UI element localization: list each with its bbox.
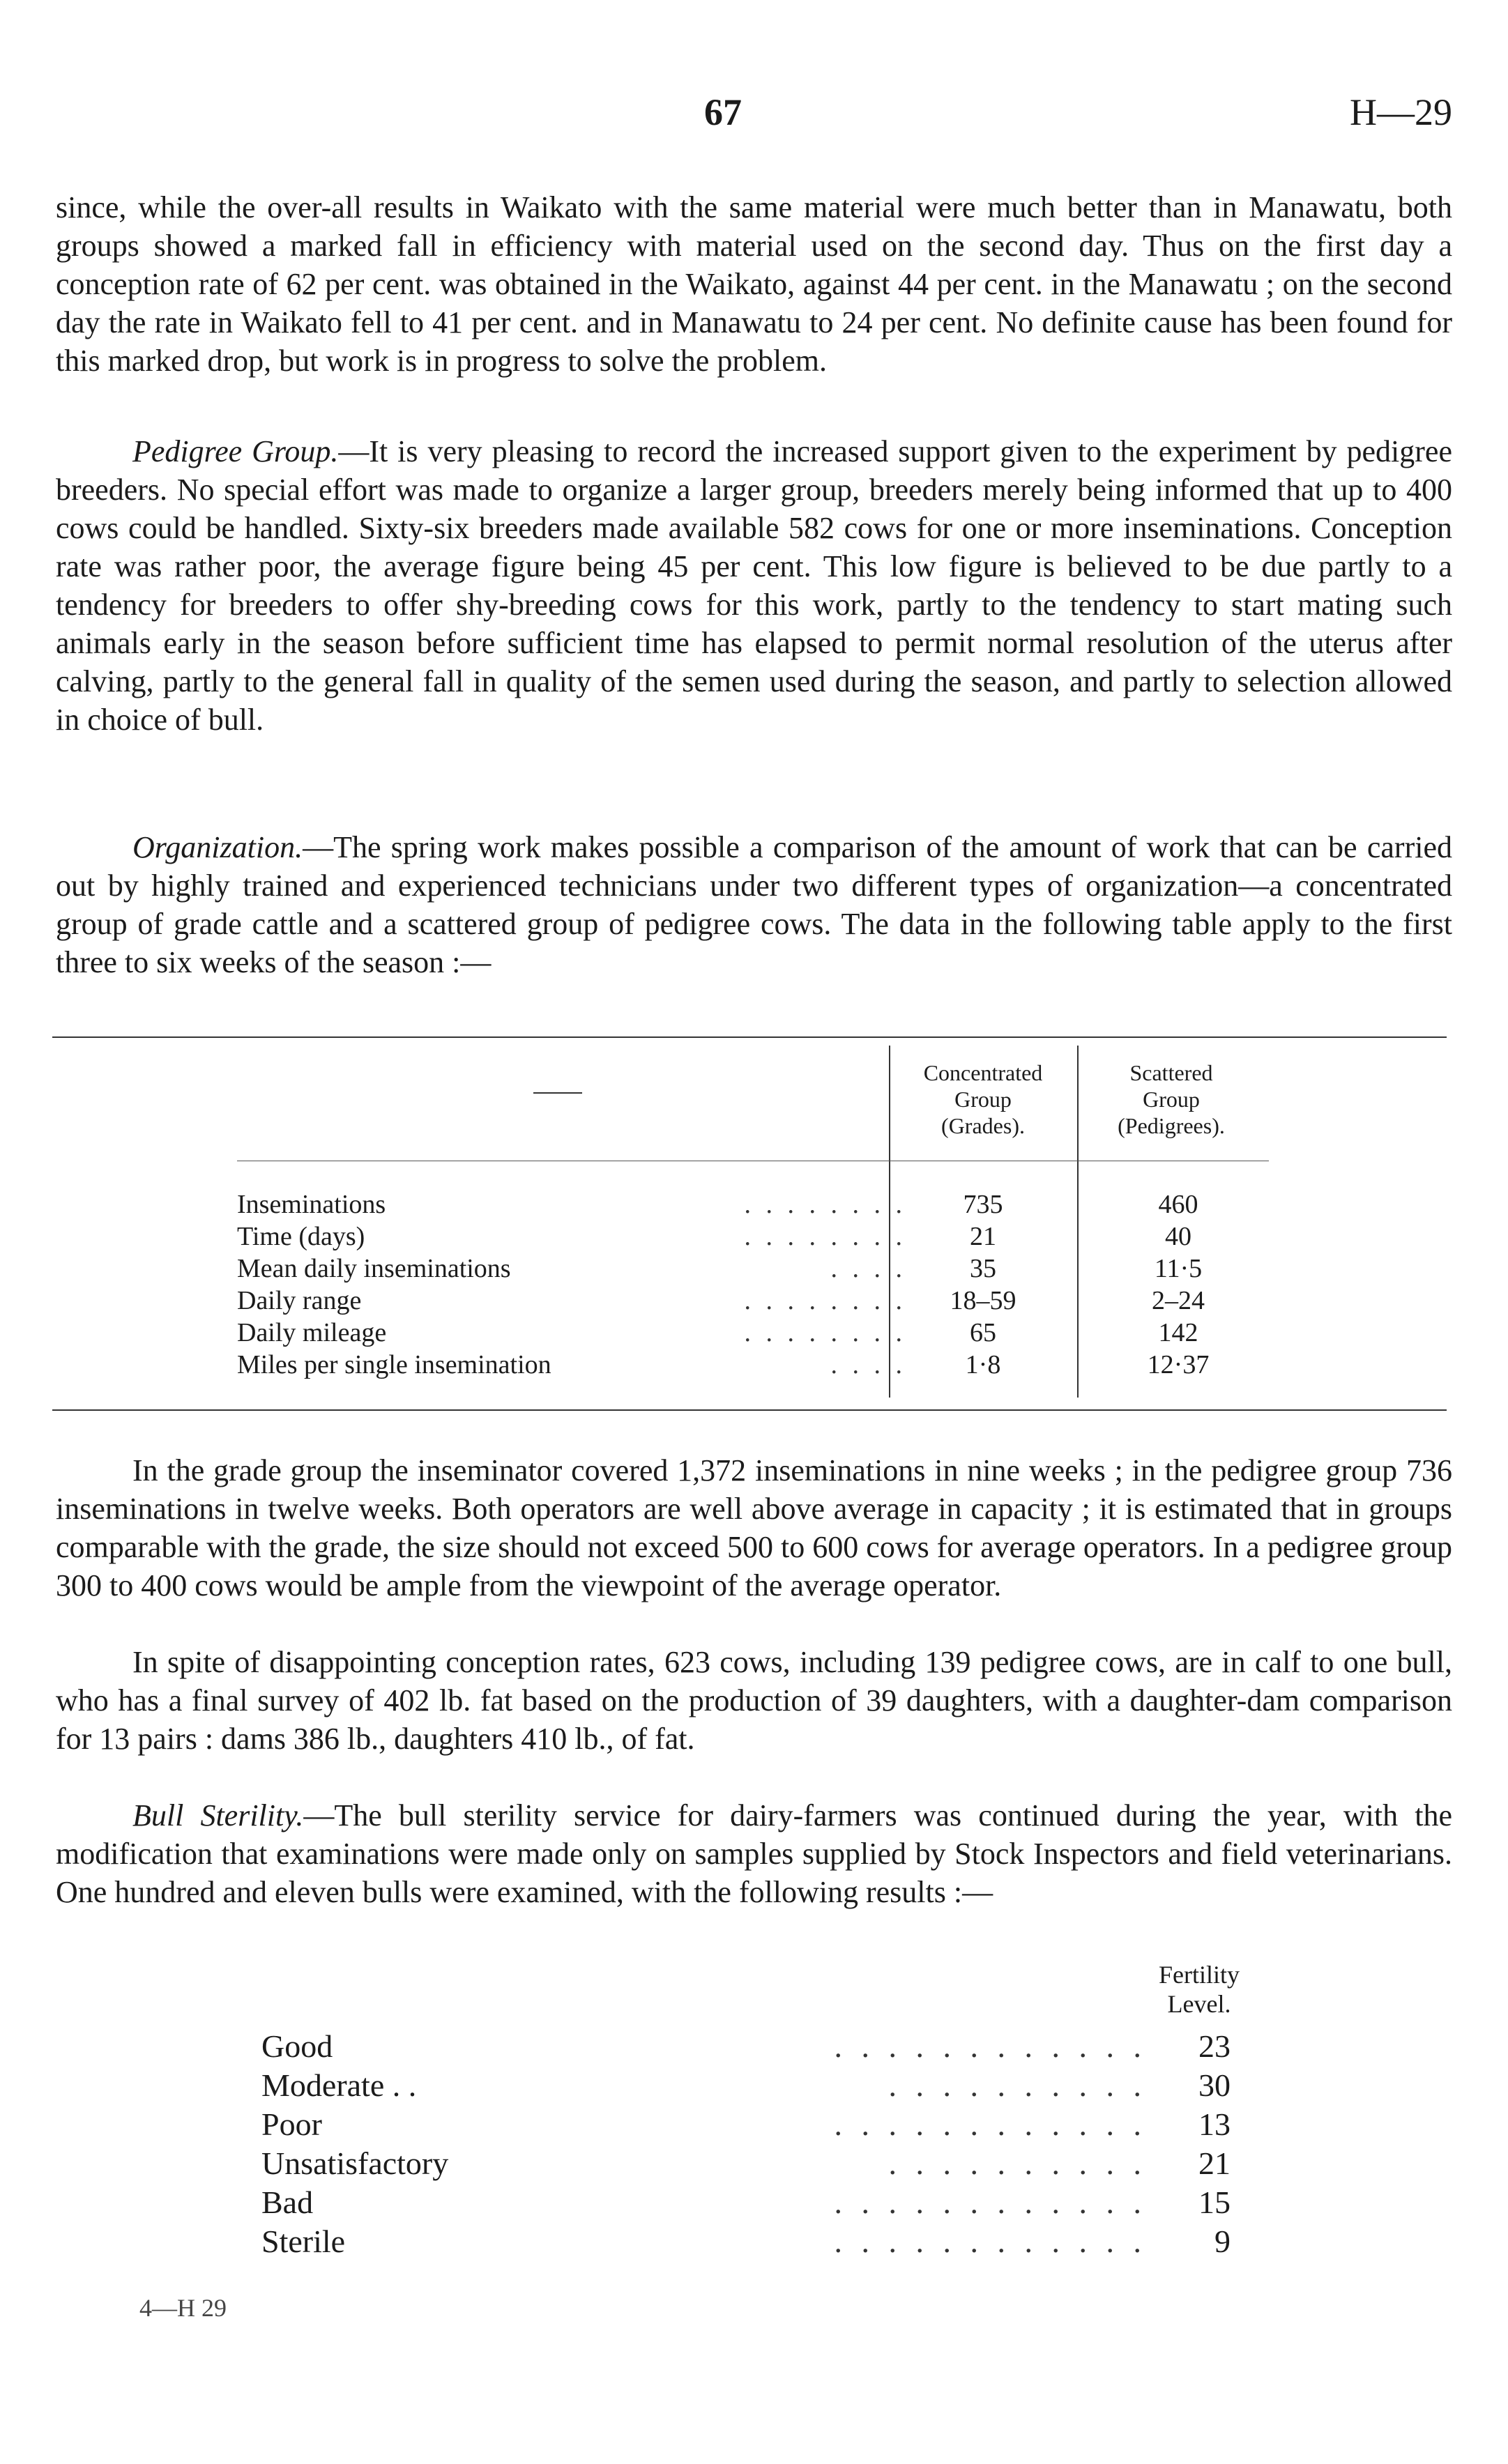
fertility-row: Good . . . . . . . . . . . . 23: [261, 2028, 1231, 2064]
paragraph-organization: [56, 828, 1452, 981]
table-row: Daily mileage . . . . . . . . 65 142: [237, 1318, 1198, 1347]
fertility-row: Bad . . . . . . . . . . . . 15: [261, 2184, 1231, 2220]
table-top-rule: [52, 1036, 1447, 1038]
paragraph-intro: [56, 188, 1452, 380]
fertility-column-header: Fertility Level.: [1159, 1961, 1240, 2018]
table-row: Miles per single insemination . . . . 1·8 12·37: [237, 1350, 1210, 1379]
paragraph-text: —It is very pleasing to record the increased support given to the experiment by pedigree breeders. No special effort was made to organize a larger group, breeders merely being informed that up to 400 cows could be handled. Sixty-six breeders made available 582 cows for one or more inseminations. Conception rate was rather poor, the average figure being 45 per cent. This low figure is believed to be due partly to a tendency for breeders to offer shy-breeding cows for this work, partly to the tendency to start mating such animals early in the season before sufficient time has elapsed to permit normal resolution of the uterus after calving, partly to the general fall in quality of the semen used during the season, and partly to selection allowed in choice of bull.: [56, 434, 1452, 737]
fertility-row: Moderate . . . . . . . . . . . . 30: [261, 2067, 1231, 2103]
section-heading-pedigree: Pedigree Group.: [132, 434, 339, 468]
column-header-scattered: Scattered Group (Pedigrees).: [1118, 1060, 1225, 1138]
paragraph-text: —The spring work makes possible a comparison of the amount of work that can be carried out by highly trained and experienced technicians under two different types of organization—a concentrated group of grade cattle and a scattered group of pedigree cows. The data in the following table apply to the first three to six weeks of the season :—: [56, 830, 1452, 979]
fertility-row: Unsatisfactory . . . . . . . . . . 21: [261, 2145, 1231, 2181]
paragraph-bull-sterility: [56, 1796, 1452, 1911]
paragraph-bull-calves: [56, 1643, 1452, 1758]
document-reference: H—29: [1350, 91, 1452, 133]
table-row: Inseminations . . . . . . . . 735 460: [237, 1190, 1198, 1219]
fertility-row: Poor . . . . . . . . . . . . 13: [261, 2106, 1231, 2142]
paragraph-text: —The bull sterility service for dairy-farmers was continued during the year, with the modification that examinations were made only on samples supplied by Stock Inspectors and field veterinarians. One hundred and eleven bulls were examined, with the following results :—: [56, 1798, 1453, 1909]
stub-heading-dash: [533, 1092, 582, 1094]
fertility-row: Sterile . . . . . . . . . . . . 9: [261, 2224, 1231, 2259]
paragraph-pedigree-group: [56, 432, 1452, 739]
table-bottom-rule: [52, 1409, 1447, 1411]
table-row: Time (days) . . . . . . . . 21 40: [237, 1222, 1191, 1251]
table-row: Mean daily inseminations . . . . 35 11·5: [237, 1254, 1203, 1283]
paragraph-text: In spite of disappointing conception rates, 623 cows, including 139 pedigree cows, are in calf to one bull, who has a final survey of 402 lb. fat based on the production of 39 daughters, with a daughter-dam comparison for 13 pairs : dams 386 lb., daughters 410 lb., of fat.: [56, 1645, 1452, 1756]
page-header: [0, 91, 1508, 146]
paragraph-grade-group: [56, 1451, 1452, 1605]
printer-signature: 4—H 29: [139, 2294, 227, 2322]
table-row: Daily range . . . . . . . . 18–59 2–24: [237, 1286, 1205, 1315]
page-number: 67: [704, 91, 742, 133]
section-heading-bull-sterility: Bull Sterility.: [132, 1798, 304, 1832]
column-header-concentrated: Concentrated Group (Grades).: [923, 1060, 1043, 1138]
paragraph-text: since, while the over-all results in Waikato with the same material were much better than in Manawatu, both groups showed a marked fall in efficiency with material used on the second day. Thus on the first day a conception rate of 62 per cent. was obtained in the Waikato, against 44 per cent. in the Manawatu ; on the second day the rate in Waikato fell to 41 per cent. and in Manawatu to 24 per cent. No definite cause has been found for this marked drop, but work is in progress to solve the problem.: [56, 190, 1452, 378]
paragraph-text: In the grade group the inseminator covered 1,372 inseminations in nine weeks ; in the pedigree group 736 inseminations in twelve weeks. Both operators are well above average in capacity ; it is estimated that in groups comparable with the grade, the size should not exceed 500 to 600 cows for average operators. In a pedigree group 300 to 400 cows would be ample from the viewpoint of the average operator.: [56, 1453, 1452, 1602]
section-heading-organization: Organization.: [132, 830, 303, 864]
